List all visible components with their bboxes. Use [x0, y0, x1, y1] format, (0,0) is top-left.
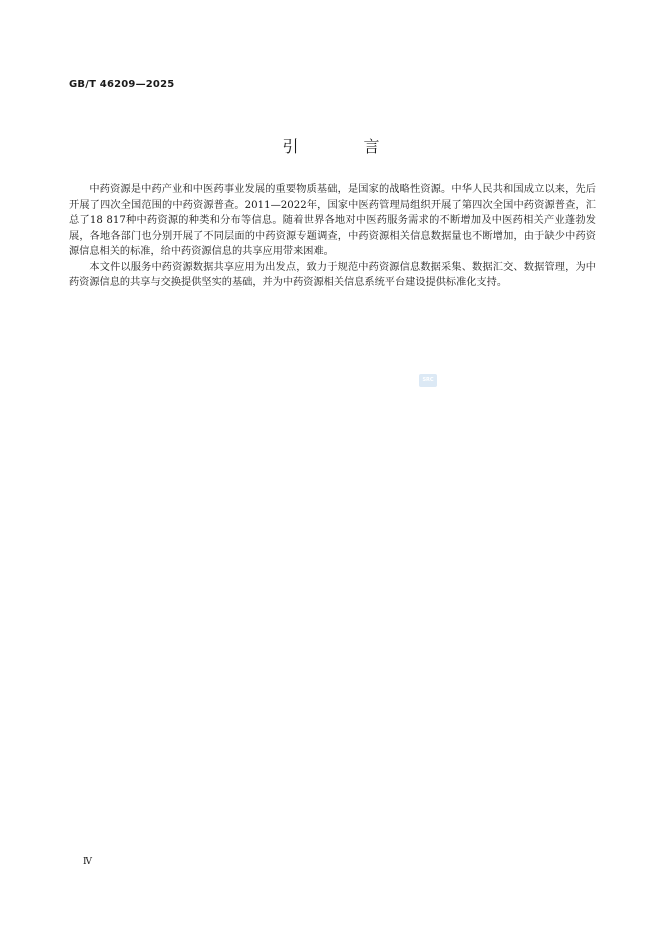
page-number: Ⅳ	[83, 857, 92, 867]
page-title: 引 言	[282, 137, 410, 156]
paragraph-1: 中药资源是中药产业和中医药事业发展的重要物质基础，是国家的战略性资源。中华人民共和国成立以来，先后开展了四次全国范围的中药资源普查。2011—2022年，国家中医药管理局组织开展了第四次全国中药资源普查，汇总了18 817种中药资源的种类和分布等信息。随着世界各地对中医药服务需求的不断增加及中医药相关产业蓬勃发展，各地各部门也分别开展了不同层面的中药资源专题调查，中药资源相关信息数据量也不断增加，由于缺少中药资源信息相关的标准，给中药资源信息的共享应用带来困难。	[69, 184, 596, 257]
watermark-logo: SRC	[419, 374, 437, 387]
paragraph-2: 本文件以服务中药资源数据共享应用为出发点，致力于规范中药资源信息数据采集、数据汇交、数据管理，为中药资源信息的共享与交换提供坚实的基础，并为中药资源相关信息系统平台建设提供标准化支持。	[69, 261, 596, 288]
body-text	[69, 182, 596, 291]
standard-code: GB/T 46209—2025	[69, 79, 175, 90]
